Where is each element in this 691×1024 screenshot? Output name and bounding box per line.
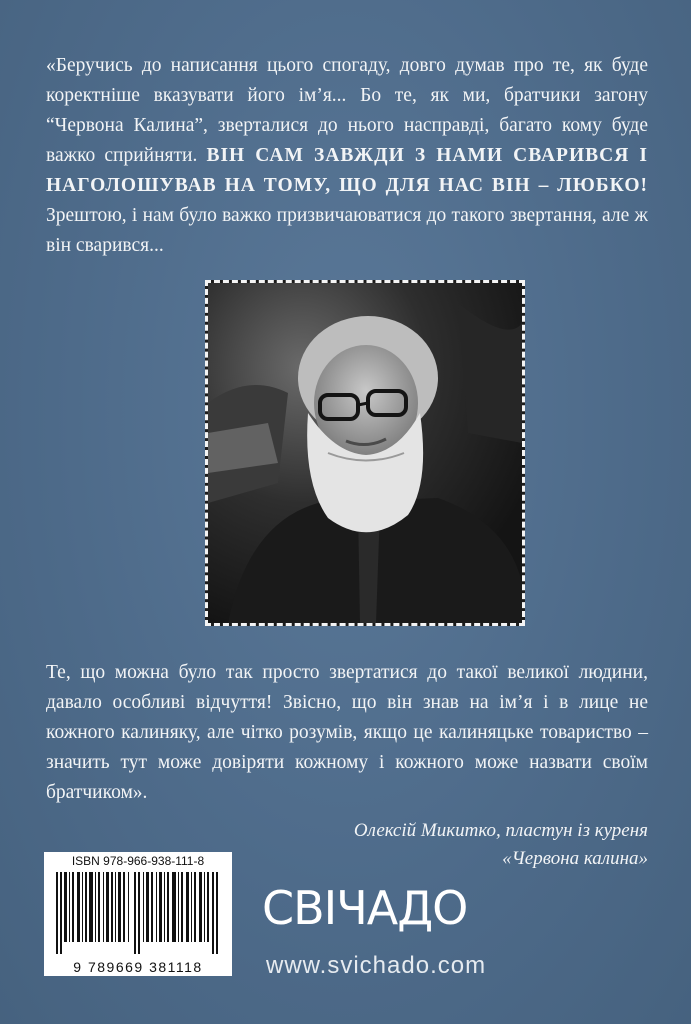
publisher-website[interactable]: www.svichado.com: [266, 952, 487, 979]
barcode-digits: 9 789669 381118: [73, 959, 203, 975]
portrait-photo: [205, 280, 525, 626]
quote-attribution: [354, 817, 648, 873]
quote-top-text-2: Зрештою, і нам було важко призвичаюватися до такого звертання, але ж він сварився...: [46, 205, 648, 256]
portrait-photo-image: [208, 283, 522, 623]
attribution-unit: «Червона калина»: [502, 848, 648, 869]
quote-top-text-1: «Беручись до написання цього спогаду, довго думав про те, як буде коректніше вказувати його ім’я... Бо те, як ми, братчики загону “Червона Калина”, зверталися до нього насправді, багато кому буде важко сприйняти.: [46, 55, 648, 166]
isbn-barcode: [44, 852, 232, 976]
barcode-bars: [48, 872, 228, 954]
attribution-author: Олексій Микитко, пластун із куреня: [353, 820, 648, 841]
publisher-logo: СВІЧАДО: [262, 881, 468, 935]
isbn-number: ISBN 978-966-938-111-8: [71, 854, 205, 868]
quote-top-bold-text: ВІН САМ ЗАВЖДИ З НАМИ СВАРИВСЯ І НАГОЛОШУВАВ НА ТОМУ, ЩО ДЛЯ НАС ВІН – ЛЮБКО!: [46, 145, 648, 196]
top-quote-paragraph: [46, 51, 648, 261]
bottom-quote-paragraph: Те, що можна було так просто звертатися до такої великої людини, давало особливі відчуття! Звісно, що він знав на ім’я і в лице не кожного калиняку, але чітко розумів, якщо це калиняцьке товариство – значить тут може довіряти кожному і кожного може назвати своїм братчиком».: [46, 662, 648, 803]
